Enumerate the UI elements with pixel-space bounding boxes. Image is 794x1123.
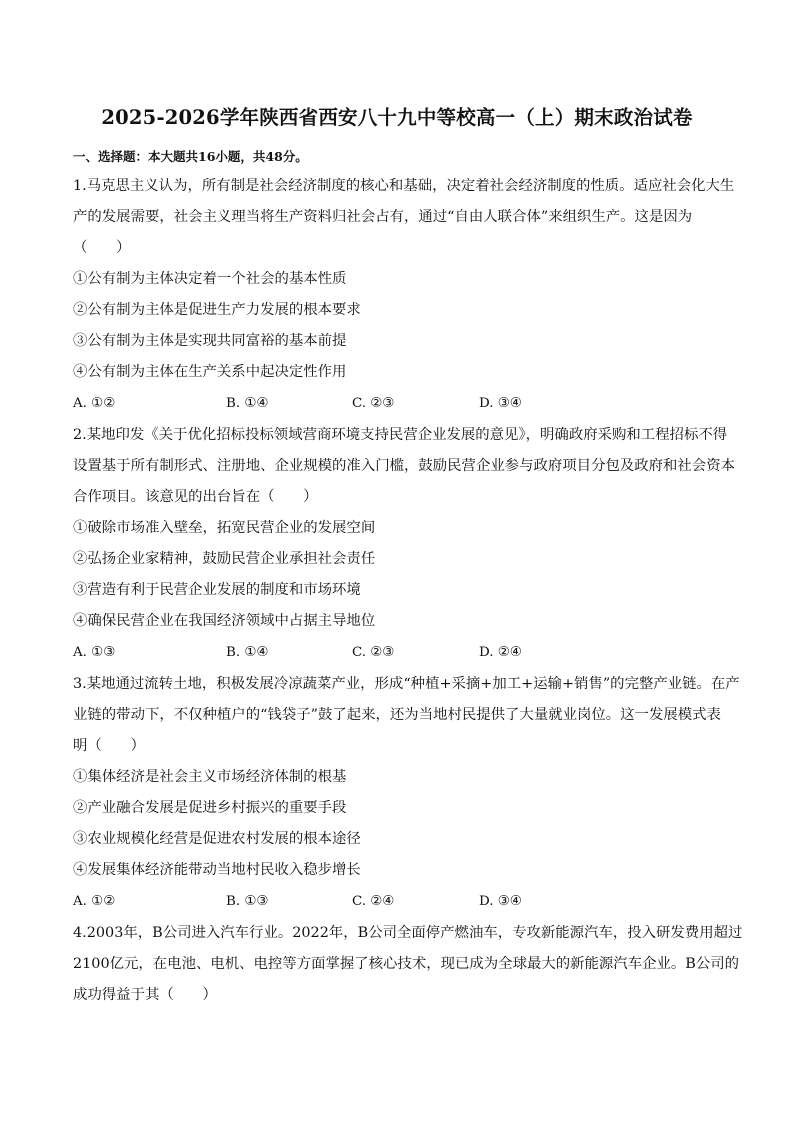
option-a[interactable]: A. ①③ <box>73 645 116 660</box>
question-3-options <box>73 892 633 912</box>
question-4-line-2: 2100亿元，在电池、电机、电控等方面掌握了核心技术，现已成为全球最大的新能源汽车企业。B公司的 <box>73 956 739 972</box>
question-1-statement-3: ③公有制为主体是实现共同富裕的基本前提 <box>73 333 347 349</box>
question-1-statement-1: ①公有制为主体决定着一个社会的基本性质 <box>73 271 347 287</box>
question-1-options <box>73 394 633 414</box>
question-2-line-2: 设置基于所有制形式、注册地、企业规模的准入门槛，鼓励民营企业参与政府项目分包及政府和社会资本 <box>73 458 735 474</box>
question-3-line-3: 明（ ） <box>73 738 145 754</box>
question-4-line-3: 成功得益于其（ ） <box>73 987 217 1003</box>
question-3-statement-2: ②产业融合发展是促进乡村振兴的重要手段 <box>73 800 347 816</box>
option-b[interactable]: B. ①④ <box>226 645 269 660</box>
option-b[interactable]: B. ①③ <box>226 894 269 909</box>
question-3-line-1: 3.某地通过流转土地，积极发展冷凉蔬菜产业，形成“种植+采摘+加工+运输+销售”的完整产业链。在产 <box>73 676 740 692</box>
document-title: 2025-2026学年陕西省西安八十九中等校高一（上）期末政治试卷 <box>101 106 693 129</box>
question-3-line-2: 业链的带动下，不仅种植户的“钱袋子”鼓了起来，还为当地村民提供了大量就业岗位。这一发展模式表 <box>73 707 721 723</box>
question-2-line-3: 合作项目。该意见的出台旨在（ ） <box>73 489 318 505</box>
option-a[interactable]: A. ①② <box>73 396 116 411</box>
question-3-statement-3: ③农业规模化经营是促进农村发展的根本途径 <box>73 831 361 847</box>
section-heading: 一、选择题：本大题共16小题，共48分。 <box>73 149 308 164</box>
option-d[interactable]: D. ③④ <box>479 894 522 909</box>
question-2-statement-1: ①破除市场准入壁垒，拓宽民营企业的发展空间 <box>73 520 376 536</box>
question-2-statement-4: ④确保民营企业在我国经济领域中占据主导地位 <box>73 613 376 629</box>
option-b[interactable]: B. ①④ <box>226 396 269 411</box>
question-2-statement-2: ②弘扬企业家精神，鼓励民营企业承担社会责任 <box>73 551 376 567</box>
question-1-line-1: 1.马克思主义认为，所有制是社会经济制度的核心和基础，决定着社会经济制度的性质。适应社会化大生 <box>73 178 735 194</box>
question-2-options <box>73 643 633 663</box>
question-1-line-2: 产的发展需要，社会主义理当将生产资料归社会占有，通过“自由人联合体”来组织生产。这是因为 <box>73 209 693 225</box>
option-c[interactable]: C. ②③ <box>352 396 395 411</box>
option-d[interactable]: D. ③④ <box>479 396 522 411</box>
question-2-statement-3: ③营造有利于民营企业发展的制度和市场环境 <box>73 582 361 598</box>
question-4-line-1: 4.2003年，B公司进入汽车行业。2022年，B公司全面停产燃油车，专攻新能源汽车，投入研发费用超过 <box>73 925 743 941</box>
question-1-line-3: （ ） <box>73 240 131 256</box>
question-3-statement-1: ①集体经济是社会主义市场经济体制的根基 <box>73 769 347 785</box>
option-c[interactable]: C. ②③ <box>352 645 395 660</box>
question-1-statement-4: ④公有制为主体在生产关系中起决定性作用 <box>73 364 347 380</box>
question-3-statement-4: ④发展集体经济能带动当地村民收入稳步增长 <box>73 862 361 878</box>
question-1-statement-2: ②公有制为主体是促进生产力发展的根本要求 <box>73 302 361 318</box>
option-c[interactable]: C. ②④ <box>352 894 395 909</box>
option-a[interactable]: A. ①② <box>73 894 116 909</box>
question-2-line-1: 2.某地印发《关于优化招标投标领域营商环境支持民营企业发展的意见》，明确政府采购和工程招标不得 <box>73 427 728 443</box>
option-d[interactable]: D. ②④ <box>479 645 522 660</box>
